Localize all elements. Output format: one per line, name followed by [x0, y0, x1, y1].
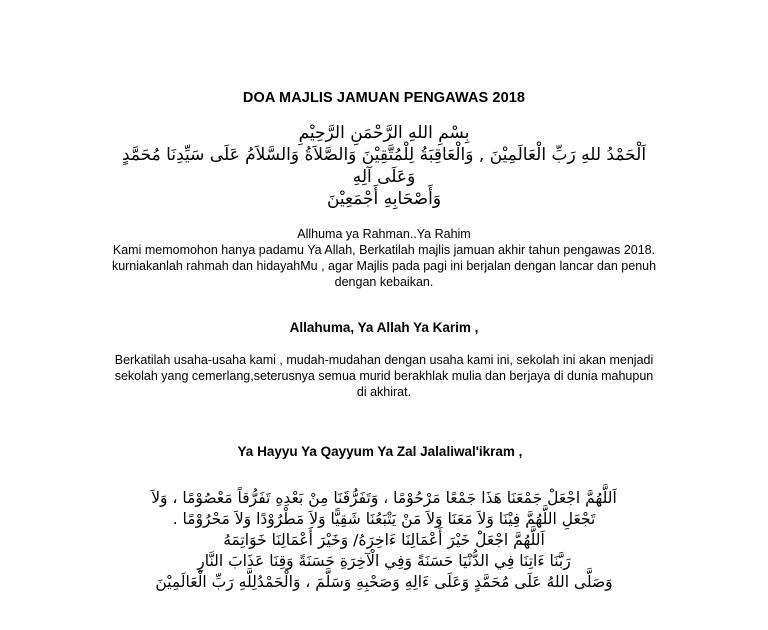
arabic-closing-line: تَجْعَلِ اللَّهُمَّ فِيْنَا وَلاَ مَعَنَا وَلاَ مَنْ يَتْبَعُنَا شَقِيًّا وَلاَ مَطْرُوْدًا وَلاَ مَحْرُوْمًا . [172, 510, 596, 528]
paragraph-line: sekolah yang cemerlang,seterusnya semua murid berakhlak mulia dan berjaya di dunia mahupun [114, 369, 654, 383]
paragraph-blessing [70, 352, 698, 400]
paragraph-line: Allhuma ya Rahman..Ya Rahim [297, 227, 471, 241]
arabic-closing-line: اَللَّهُمَّ اجْعَلْ خَيْرَ أَعْمَالِنَا ءَاخِرَهُ/ وَخَيْرَ أَعْمَالِنَا خَوَاتِمَهُ [223, 531, 545, 549]
arabic-opening-block [60, 122, 708, 210]
arabic-closing-line: وَصَلَّى اللهُ عَلَى مُحَمَّدٍ وَعَلَى ءَالِهِ وَصَحْبِهِ وَسَلَّمَ ، وَالْحَمْدُلِلَّهِ رَبِّ الْعَالَمِيْنَ [155, 573, 613, 591]
arabic-closing-line: اَللَّهُمَّ اجْعَلْ جَمْعَنَا هَذَا جَمْعًا مَرْحُوْمًا ، وَتَفَرُّقَنَا مِنْ بَعْدِهِ تَفَرُّقاً مَعْصُوْمًا ، وَلاَ [151, 489, 617, 507]
paragraph-intro [70, 226, 698, 290]
section-heading-karim: Allahuma, Ya Allah Ya Karim , [289, 320, 479, 335]
paragraph-line: dengan kebaikan. [334, 275, 434, 289]
arabic-closing-line: رَبَّنَا ءَاتِنَا فِي الدُّنْيَا حَسَنَةً وَفِي الْآخِرَةِ حَسَنَةً وَقِنَا عَذَابَ النَّارِ [197, 552, 571, 570]
arabic-opening-line: وَعَلَى آلِهِ [352, 167, 416, 187]
paragraph-line: Kami memomohon hanya padamu Ya Allah, Berkatilah majlis jamuan akhir tahun pengawas 2018. [112, 243, 656, 257]
arabic-opening-line: اَلْحَمْدُ للهِ رَبِّ الْعَالَمِيْنَ , وَالْعَاقِبَةُ لِلْمُتَّقِيْنَ وَالصَّلاَةُ وَالسَّلاَمُ عَلَى سَيِّدِنَا مُحَمَّدٍ [121, 145, 647, 165]
document-title: DOA MAJLIS JAMUAN PENGAWAS 2018 [242, 90, 526, 106]
arabic-closing-block [60, 488, 708, 593]
arabic-opening-line: وَأَصْحَابِهِ أَجْمَعِيْنَ [326, 189, 442, 209]
arabic-opening-line: بِسْمِ اللهِ الرَّحْمَنِ الرَّحِيْمِ [298, 123, 470, 143]
section-heading-hayyu: Ya Hayyu Ya Qayyum Ya Zal Jalaliwal'ikram , [237, 444, 523, 459]
paragraph-line: kurniakanlah rahmah dan hidayahMu , agar Majlis pada pagi ini berjalan dengan lancar dan penuh [111, 259, 657, 273]
paragraph-line: di akhirat. [356, 385, 412, 399]
paragraph-line: Berkatilah usaha-usaha kami , mudah-mudahan dengan usaha kami ini, sekolah ini akan menjadi [114, 353, 654, 367]
